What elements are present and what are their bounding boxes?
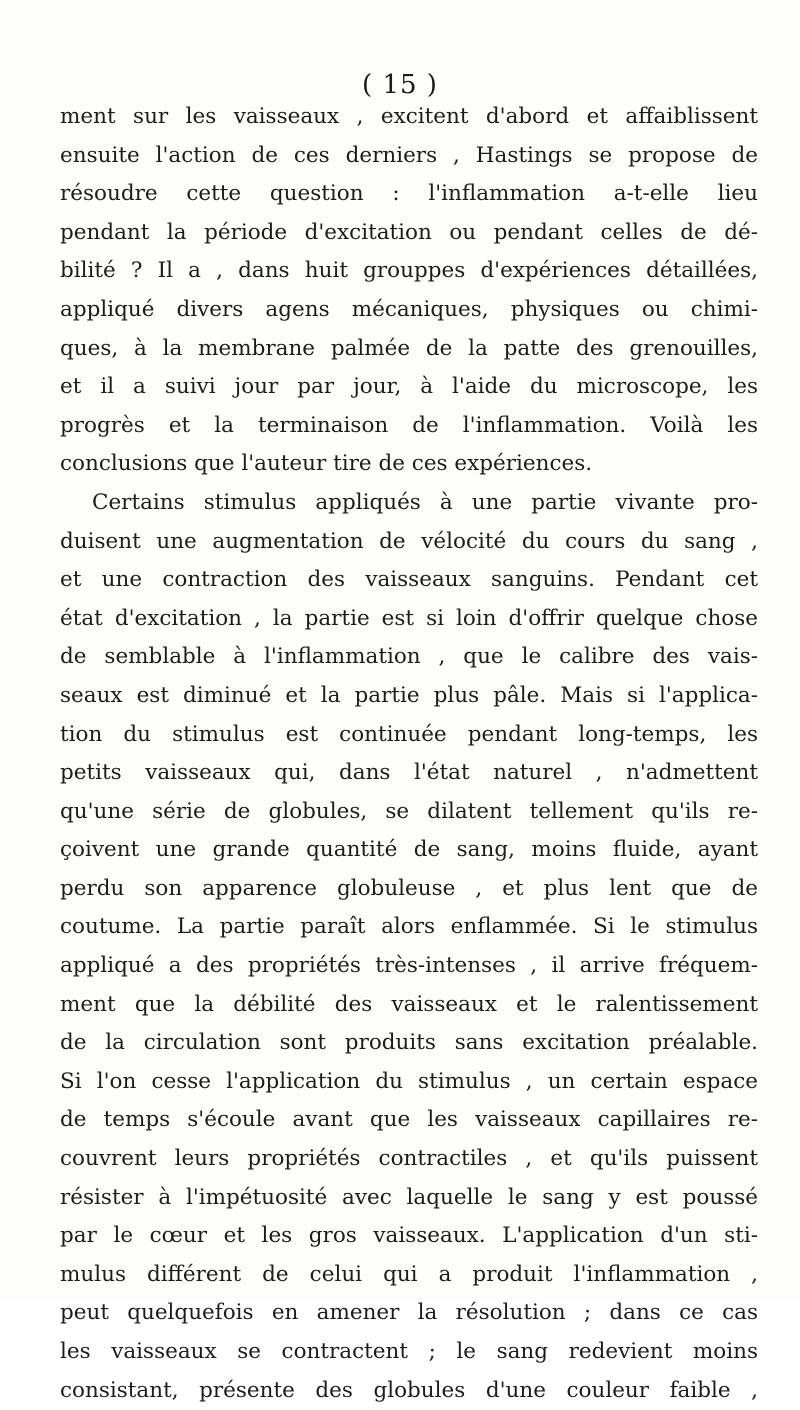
text-line: par le cœur et les gros vaisseaux. L'application d'un sti- [60,1223,758,1249]
text-line: petits vaisseaux qui, dans l'état naturel , n'admettent [60,760,758,786]
page-number: ( 15 ) [362,70,438,100]
text-line: ment sur les vaisseaux , excitent d'abord et affaiblissent [60,104,758,129]
text-line: Certains stimulus appliqués à une partie vivante pro- [92,489,758,515]
text-line: qu'une série de globules, se dilatent tellement qu'ils re- [60,798,758,824]
text-line: résoudre cette question : l'inflammation a-t-elle lieu [60,181,758,207]
text-line: et il a suivi jour par jour, à l'aide du microscope, les [60,374,758,400]
text-line: les vaisseaux se contractent ; le sang redevient moins [60,1339,758,1364]
text-line: perdu son apparence globuleuse , et plus lent que de [60,875,758,901]
text-line: coutume. La partie paraît alors enflammée. Si le stimulus [60,914,758,940]
text-line: de la circulation sont produits sans excitation préalable. [60,1030,758,1056]
text-line: bilité ? Il a , dans huit grouppes d'expériences détaillées, [60,258,758,284]
text-line: résister à l'impétuosité avec laquelle le sang y est poussé [60,1184,758,1210]
text-line: de semblable à l'inflammation , que le calibre des vais- [60,644,758,670]
text-line: çoivent une grande quantité de sang, moins fluide, ayant [60,837,758,863]
text-line: couvrent leurs propriétés contractiles , et qu'ils puissent [60,1146,758,1172]
text-line: consistant, présente des globules d'une couleur faible , [60,1377,758,1403]
text-line: ques, à la membrane palmée de la patte des grenouilles, [60,335,758,361]
text-line: pendant la période d'excitation ou pendant celles de dé- [60,219,758,245]
body-text [60,98,758,1410]
text-line: appliqué a des propriétés très-intenses , il arrive fréquem- [60,953,758,979]
text-line: ment que la débilité des vaisseaux et le ralentissement [60,991,758,1017]
text-line: seaux est diminué et la partie plus pâle. Mais si l'applica- [60,682,758,708]
text-line: duisent une augmentation de vélocité du cours du sang , [60,528,758,554]
text-line: Si l'on cesse l'application du stimulus , un certain espace [60,1068,758,1094]
text-line: ensuite l'action de ces derniers , Hastings se propose de [60,142,758,168]
text-line: et une contraction des vaisseaux sanguins. Pendant cet [60,567,758,593]
text-line: mulus différent de celui qui a produit l'inflammation , [60,1261,758,1287]
text-line: état d'excitation , la partie est si loin d'offrir quelque chose [60,605,758,631]
text-line: peut quelquefois en amener la résolution ; dans ce cas [60,1300,758,1326]
text-line: progrès et la terminaison de l'inflammation. Voilà les [60,412,758,438]
text-line: conclusions que l'auteur tire de ces expériences. [60,451,593,477]
text-line: appliqué divers agens mécaniques, physiques ou chimi- [60,296,758,322]
text-line: de temps s'écoule avant que les vaisseaux capillaires re- [60,1107,758,1133]
text-line: tion du stimulus est continuée pendant long-temps, les [60,721,758,747]
